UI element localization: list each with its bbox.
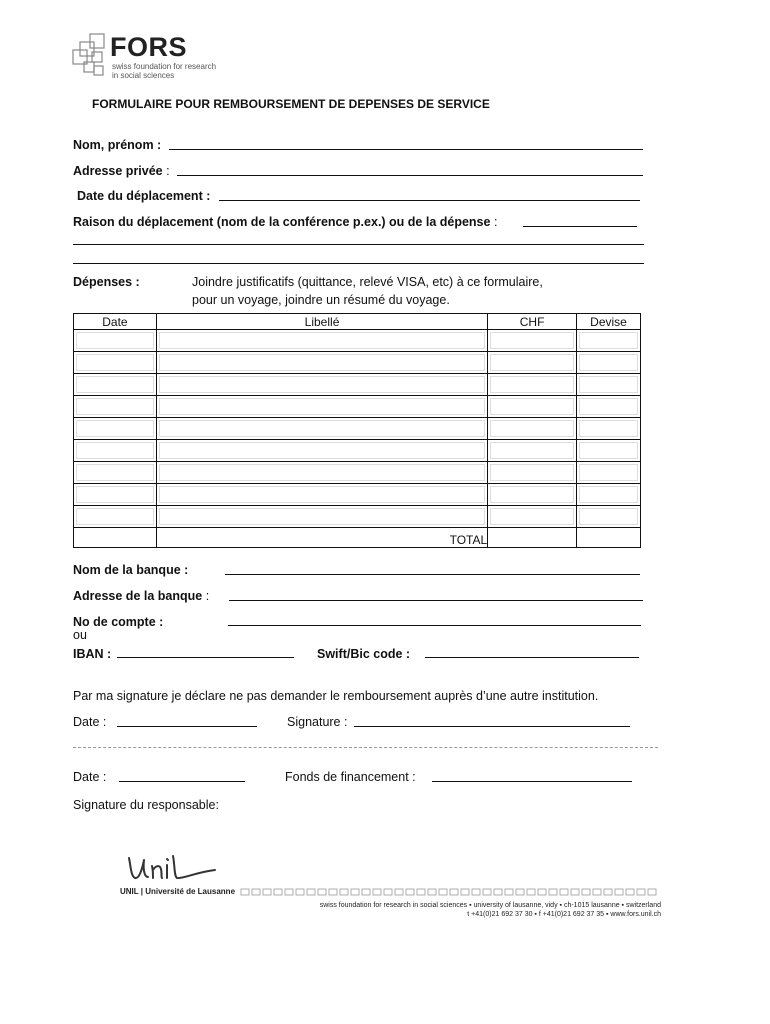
expense-devise-input[interactable]	[579, 486, 638, 503]
expense-libelle-input[interactable]	[159, 332, 485, 349]
expense-date-input[interactable]	[76, 486, 154, 503]
expense-devise-input[interactable]	[579, 508, 638, 525]
expense-libelle-input[interactable]	[159, 420, 485, 437]
expense-chf-cell[interactable]	[488, 330, 577, 352]
expense-chf-cell[interactable]	[488, 462, 577, 484]
expense-devise-cell[interactable]	[577, 352, 641, 374]
funds-label: Fonds de financement :	[285, 770, 416, 784]
expense-date-cell[interactable]	[74, 506, 157, 528]
expense-libelle-cell[interactable]	[156, 352, 487, 374]
logo-tagline-line-2: in social sciences	[112, 71, 175, 80]
total-chf-cell[interactable]	[488, 528, 577, 548]
footer-contact: t +41(0)21 692 37 30 ▪ f +41(0)21 692 37 35 ▪ www.fors.unil.ch	[467, 911, 661, 918]
expense-chf-cell[interactable]	[488, 440, 577, 462]
declaration-signature-field[interactable]	[354, 726, 630, 727]
declaration-text: Par ma signature je déclare ne pas demander le remboursement auprès d’une autre institution.	[73, 689, 599, 703]
expense-row	[74, 440, 641, 462]
reason-colon: :	[493, 215, 498, 229]
iban-field[interactable]	[117, 657, 294, 658]
expense-chf-input[interactable]	[490, 376, 574, 393]
expense-date-cell[interactable]	[74, 440, 157, 462]
total-row	[74, 528, 641, 548]
total-row-date-cell	[74, 528, 157, 548]
expense-chf-input[interactable]	[490, 332, 574, 349]
footer-decorative-boxes	[240, 888, 660, 896]
expense-devise-input[interactable]	[579, 354, 638, 371]
expense-date-input[interactable]	[76, 442, 154, 459]
expense-date-input[interactable]	[76, 420, 154, 437]
expense-libelle-input[interactable]	[159, 464, 485, 481]
approval-date-label: Date :	[73, 770, 107, 784]
iban-label: IBAN :	[73, 647, 112, 661]
expense-libelle-input[interactable]	[159, 508, 485, 525]
expense-chf-cell[interactable]	[488, 484, 577, 506]
expense-devise-input[interactable]	[579, 398, 638, 415]
bank-name-field[interactable]	[225, 574, 640, 575]
declaration-signature-label: Signature :	[287, 715, 348, 729]
swift-label: Swift/Bic code :	[317, 647, 411, 661]
expenses-note-1: Joindre justificatifs (quittance, relevé VISA, etc) à ce formulaire,	[192, 275, 543, 289]
expenses-label: Dépenses :	[73, 275, 140, 289]
expense-devise-cell[interactable]	[577, 418, 641, 440]
reason-label: Raison du déplacement (nom de la conférence p.ex.) ou de la dépense	[73, 215, 491, 229]
reason-field-1[interactable]	[523, 226, 637, 227]
account-number-field[interactable]	[228, 625, 641, 626]
expense-date-cell[interactable]	[74, 462, 157, 484]
expense-devise-input[interactable]	[579, 442, 638, 459]
expense-chf-input[interactable]	[490, 464, 574, 481]
expense-date-cell[interactable]	[74, 374, 157, 396]
approval-date-field[interactable]	[119, 781, 245, 782]
expense-row	[74, 418, 641, 440]
expense-libelle-cell[interactable]	[156, 440, 487, 462]
expense-date-cell[interactable]	[74, 484, 157, 506]
account-number-label: No de compte :	[73, 615, 164, 629]
expense-libelle-input[interactable]	[159, 354, 485, 371]
address-field[interactable]	[177, 175, 643, 176]
cut-line-divider	[73, 747, 658, 748]
expense-libelle-cell[interactable]	[156, 462, 487, 484]
expense-chf-cell[interactable]	[488, 418, 577, 440]
funds-field[interactable]	[432, 781, 632, 782]
name-field[interactable]	[169, 149, 643, 150]
expense-devise-cell[interactable]	[577, 506, 641, 528]
swift-field[interactable]	[425, 657, 639, 658]
expense-row	[74, 462, 641, 484]
expense-chf-input[interactable]	[490, 420, 574, 437]
bank-address-colon: :	[205, 589, 210, 603]
expense-date-input[interactable]	[76, 354, 154, 371]
expense-chf-cell[interactable]	[488, 374, 577, 396]
expenses-table-body	[74, 330, 641, 528]
expense-row	[74, 352, 641, 374]
column-header-chf: CHF	[488, 314, 577, 330]
form-title: FORMULAIRE POUR REMBOURSEMENT DE DEPENSES DE SERVICE	[92, 97, 490, 111]
expense-devise-cell[interactable]	[577, 374, 641, 396]
expenses-table-header	[74, 314, 641, 330]
expense-libelle-cell[interactable]	[156, 484, 487, 506]
expense-date-input[interactable]	[76, 398, 154, 415]
unil-label: UNIL | Université de Lausanne	[120, 887, 236, 896]
logo-tagline	[112, 62, 216, 80]
unil-signature-logo	[125, 852, 217, 886]
address-label-group	[73, 164, 170, 178]
expense-devise-cell[interactable]	[577, 330, 641, 352]
expense-row	[74, 484, 641, 506]
fors-logo	[72, 30, 242, 86]
expense-chf-cell[interactable]	[488, 506, 577, 528]
reason-field-2[interactable]	[73, 244, 644, 245]
expense-chf-cell[interactable]	[488, 396, 577, 418]
expense-date-input[interactable]	[76, 508, 154, 525]
bank-name-label: Nom de la banque :	[73, 563, 189, 577]
expense-devise-cell[interactable]	[577, 396, 641, 418]
total-label: TOTAL	[156, 528, 487, 548]
travel-date-field[interactable]	[219, 200, 640, 201]
name-label: Nom, prénom :	[73, 138, 162, 152]
expense-chf-input[interactable]	[490, 508, 574, 525]
expense-chf-input[interactable]	[490, 442, 574, 459]
reason-field-3[interactable]	[73, 263, 644, 264]
column-header-devise: Devise	[577, 314, 641, 330]
address-label: Adresse privée	[73, 164, 163, 178]
travel-date-label: Date du déplacement :	[77, 189, 211, 203]
expense-devise-cell[interactable]	[577, 484, 641, 506]
expense-date-input[interactable]	[76, 464, 154, 481]
declaration-date-label: Date :	[73, 715, 107, 729]
fors-logo-squares-icon	[72, 30, 112, 82]
expense-chf-input[interactable]	[490, 354, 574, 371]
expense-libelle-cell[interactable]	[156, 374, 487, 396]
responsible-signature-label: Signature du responsable:	[73, 798, 219, 812]
expense-devise-input[interactable]	[579, 464, 638, 481]
expense-chf-input[interactable]	[490, 398, 574, 415]
address-colon: :	[166, 164, 170, 178]
expense-date-cell[interactable]	[74, 396, 157, 418]
expense-row	[74, 396, 641, 418]
column-header-date: Date	[74, 314, 157, 330]
expense-date-input[interactable]	[76, 332, 154, 349]
expense-date-input[interactable]	[76, 376, 154, 393]
expense-libelle-input[interactable]	[159, 486, 485, 503]
bank-address-label-group	[73, 589, 209, 603]
expense-chf-input[interactable]	[490, 486, 574, 503]
expense-chf-cell[interactable]	[488, 352, 577, 374]
logo-tagline-line-1: swiss foundation for research	[112, 62, 217, 71]
expense-date-cell[interactable]	[74, 330, 157, 352]
expense-libelle-input[interactable]	[159, 398, 485, 415]
expense-devise-cell[interactable]	[577, 462, 641, 484]
expense-devise-input[interactable]	[579, 376, 638, 393]
expense-date-cell[interactable]	[74, 352, 157, 374]
expense-libelle-cell[interactable]	[156, 418, 487, 440]
expense-row	[74, 374, 641, 396]
expenses-table	[73, 313, 641, 548]
or-label: ou	[73, 628, 87, 642]
reason-label-group	[73, 215, 497, 229]
declaration-date-field[interactable]	[117, 726, 257, 727]
footer-address: swiss foundation for research in social sciences ▪ university of lausanne, vidy ▪ ch-1015 lausanne ▪ switzerland	[319, 902, 661, 909]
expense-libelle-cell[interactable]	[156, 396, 487, 418]
expense-devise-input[interactable]	[579, 420, 638, 437]
expenses-note-2: pour un voyage, joindre un résumé du voyage.	[192, 293, 450, 307]
expense-row	[74, 330, 641, 352]
expense-devise-cell[interactable]	[577, 440, 641, 462]
expense-row	[74, 506, 641, 528]
expense-libelle-input[interactable]	[159, 376, 485, 393]
expense-libelle-input[interactable]	[159, 442, 485, 459]
expense-devise-input[interactable]	[579, 332, 638, 349]
logo-wordmark: FORS	[110, 32, 188, 62]
total-devise-cell[interactable]	[577, 528, 641, 548]
expense-date-cell[interactable]	[74, 418, 157, 440]
expense-libelle-cell[interactable]	[156, 330, 487, 352]
expense-libelle-cell[interactable]	[156, 506, 487, 528]
bank-address-label: Adresse de la banque	[73, 589, 203, 603]
bank-address-field[interactable]	[229, 600, 643, 601]
column-header-libelle: Libellé	[156, 314, 487, 330]
